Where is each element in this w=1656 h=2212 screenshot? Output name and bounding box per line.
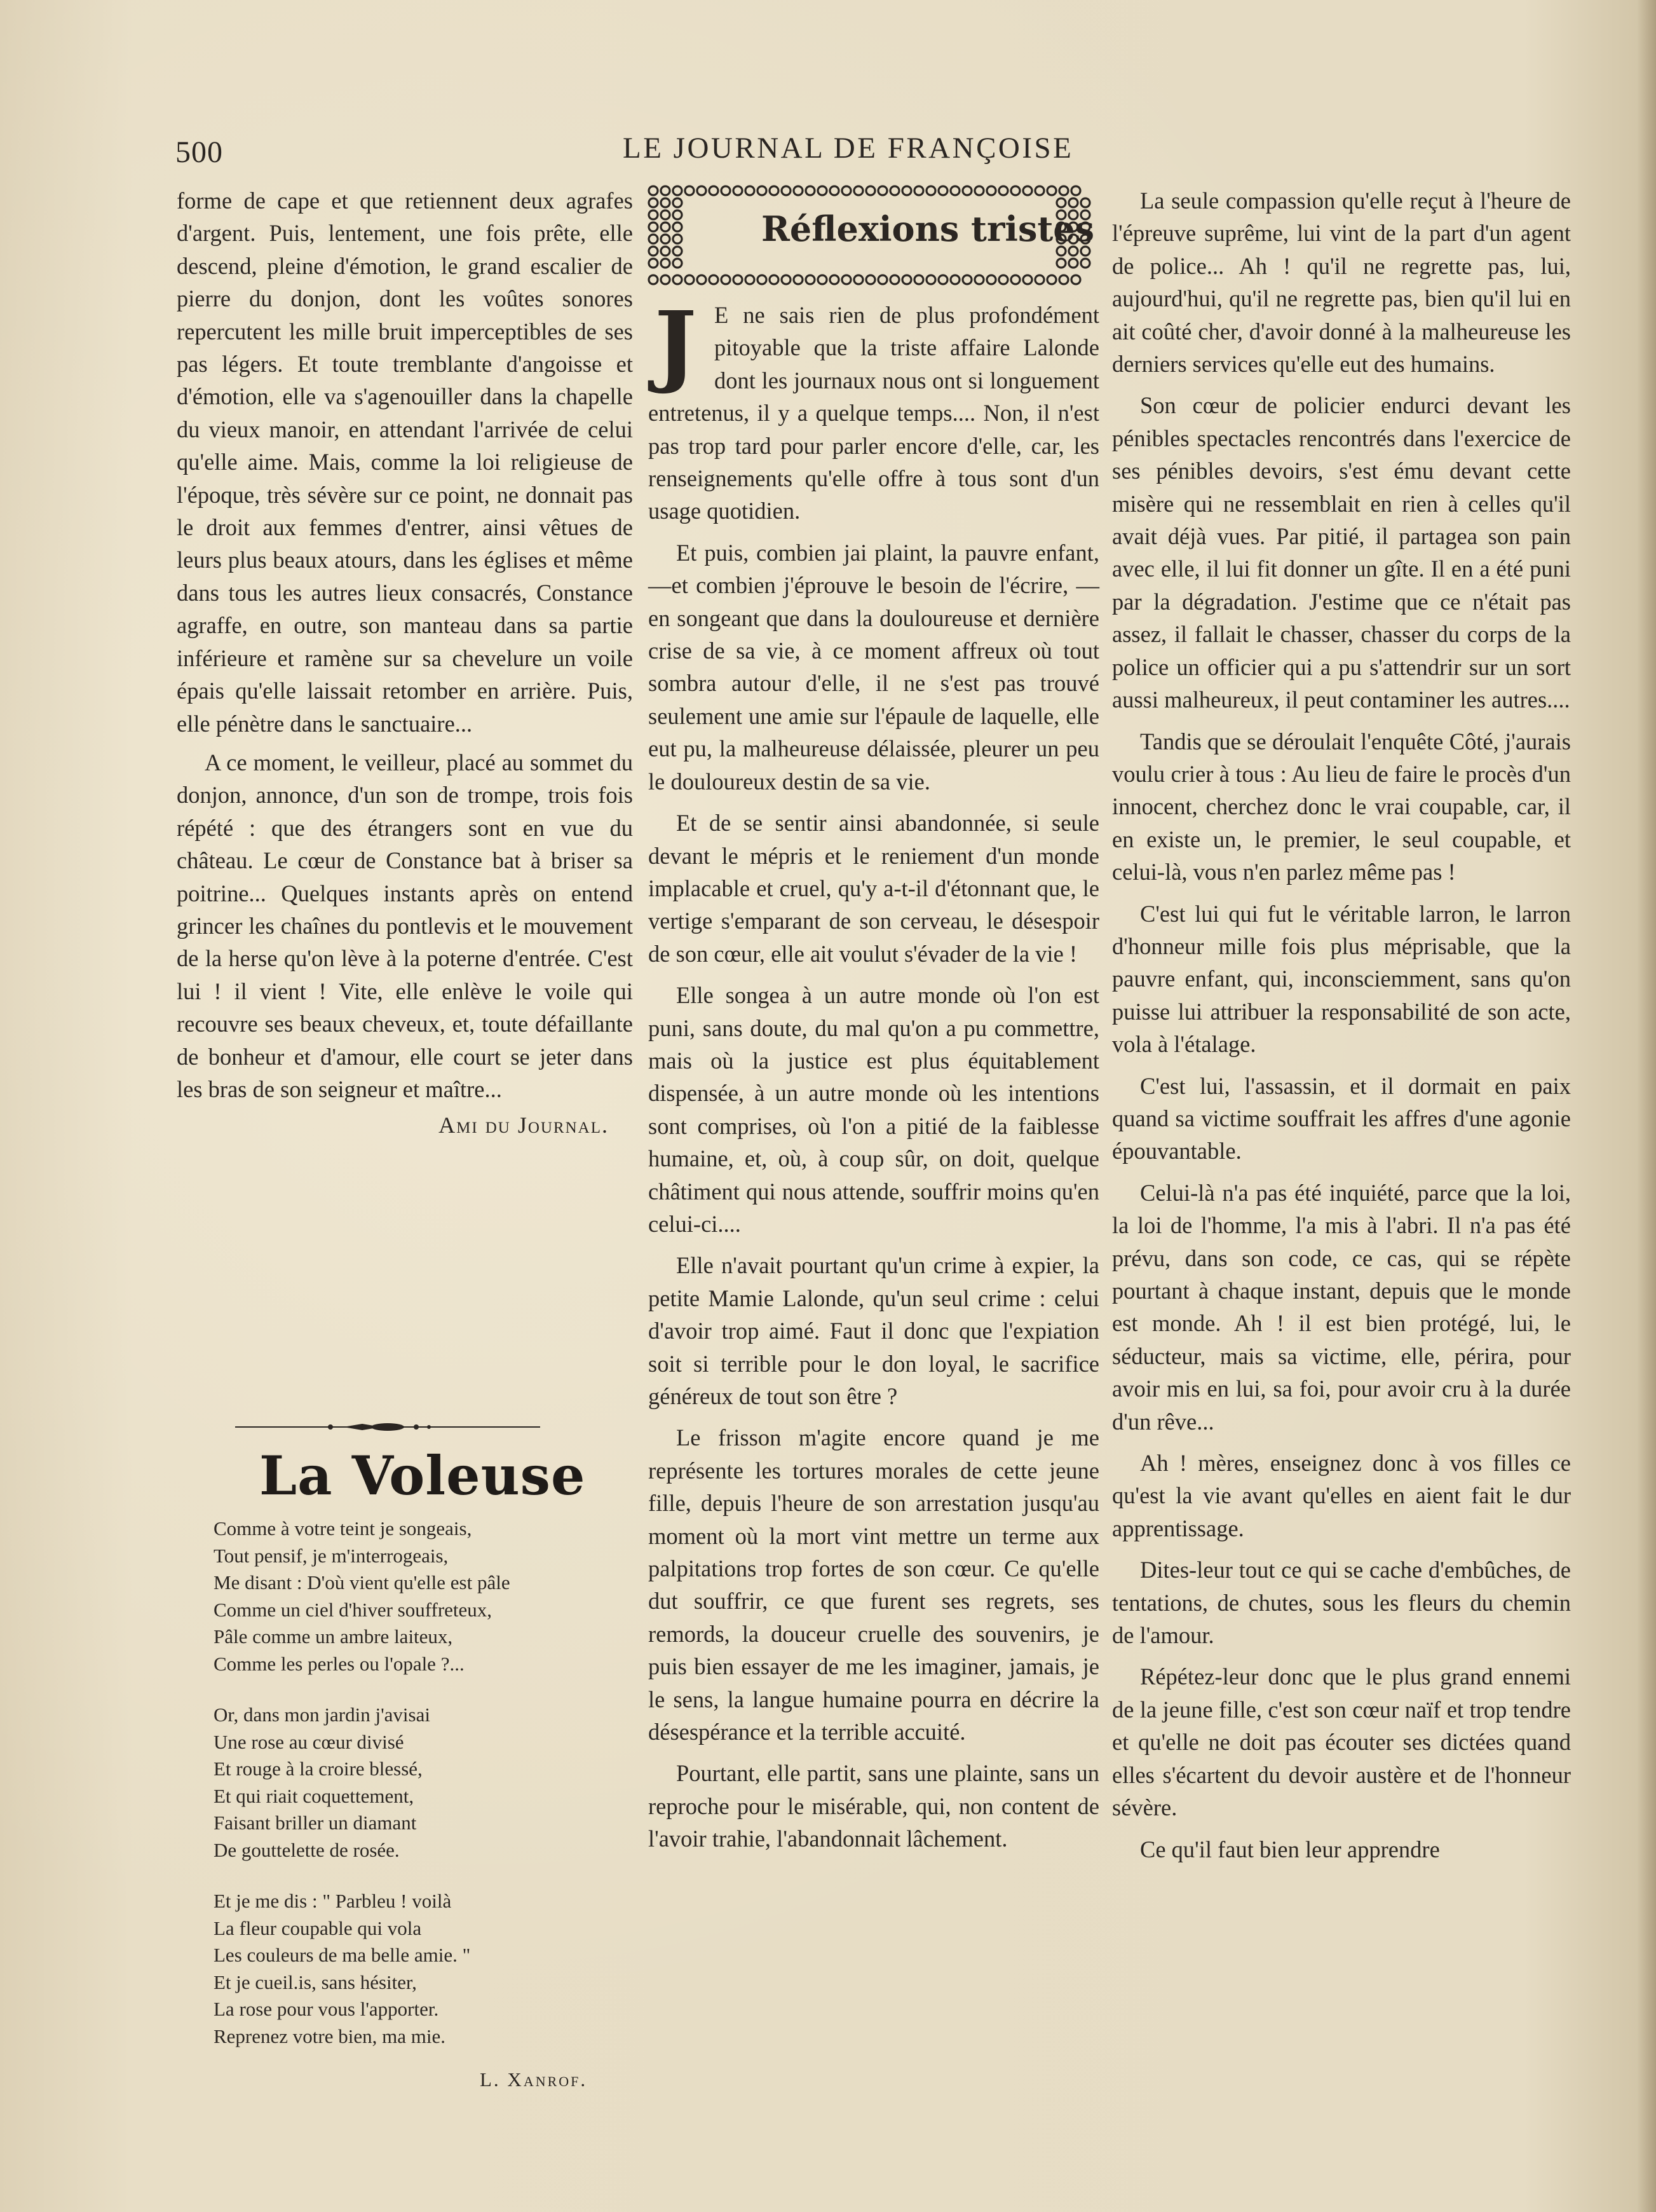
poem-line: Comme un ciel d'hiver souffreteux,	[214, 1598, 492, 1621]
poem	[214, 1515, 607, 2074]
poem-line: Faisant briller un diamant	[214, 1812, 417, 1834]
column3-paragraph: Son cœur de policier endurci devant les pénibles spectacles rencontrés dans l'exercice de ses pénibles devoirs, s'est ému devant cette misère qui ne ressemblait en rien à celles qu'il avait déjà vues. Par pitié, il partagea son pain avec elle, il lui fit donner un gîte. Il en a été puni par la dégradation. J'estime que ce n'était pas assez, il fallait le chasser, chasser du corps de la police un officier qui a pu s'attendrir sur un sort aussi malheureux, il peut contaminer les autres....	[1112, 392, 1571, 713]
drop-cap: J	[655, 292, 697, 397]
column1-paragraph-2: A ce moment, le veilleur, placé au sommet du donjon, annonce, d'un son de trompe, trois fois répété : que des étrangers sont en vue du château. Le cœur de Constance bat à briser sa poitrine... Quelques instants après on entend grincer les chaînes du pontlevis et le mouvement de la herse qu'on lève à la poterne d'entrée. C'est lui ! il vient ! Vite, elle enlève le voile qui recouvre ses beaux cheveux, et, toute défaillante de bonheur et d'amour, elle court se jeter dans les bras de son seigneur et maître...	[177, 749, 633, 1102]
poem-line: De gouttelette de rosée.	[214, 1838, 400, 1861]
column3-paragraph: Dites-leur tout ce qui se cache d'embûches, de tentations, de chutes, sous les fleurs du chemin de l'amour.	[1112, 1557, 1571, 1649]
poem-title: La Voleuse	[259, 1444, 586, 1507]
column1-signature: Ami du Journal.	[438, 1112, 609, 1138]
poem-line: Reprenez votre bien, ma mie.	[214, 2024, 445, 2047]
poem-line: Et je me dis : " Parbleu ! voilà	[214, 1890, 452, 1912]
column3-paragraph: Ce qu'il faut bien leur apprendre	[1140, 1836, 1440, 1862]
page-edge-shadow	[1637, 0, 1656, 2212]
poem-line: Pâle comme un ambre laiteux,	[214, 1625, 453, 1648]
column2-paragraph: Elle songea à un autre monde où l'on est puni, sans doute, du mal qu'on a pu commettre, mais où la justice est plus équitablement dispensée, à un autre monde où les intentions sont comprises, où l'on a pitié de la faiblesse humaine, et, où, à coup sûr, on doit, quelque châtiment qui nous attende, souffrir moins qu'en celui-ci....	[648, 982, 1099, 1237]
poem-line: Et je cueil.is, sans hésiter,	[214, 1970, 417, 1993]
column1-paragraph-1: forme de cape et que retiennent deux agrafes d'argent. Puis, lentement, une fois prête, elle descend, pleine d'émotion, le grand escalier de pierre du donjon, dont les voûtes sonores repercutent les mille bruit imperceptibles de ses pas légers. Et toute tremblante d'angoisse et d'émotion, elle va s'agenouiller dans la chapelle du vieux manoir, en attendant l'arrivée de celui qu'elle aime. Mais, comme la loi religieuse de l'époque, très sévère sur ce point, ne donnait pas le droit aux femmes d'entrer, ainsi vêtues de leurs plus beaux atours, dans les églises et même dans tous les autres lieux consacrés, Constance agraffe, en outre, son manteau dans sa partie inférieure et ramène sur sa chevelure un voile épais qu'elle laissait retomber en arrière. Puis, elle pénètre dans le sanctuaire...	[177, 188, 633, 737]
column3-paragraph: La seule compassion qu'elle reçut à l'heure de l'épreuve suprême, lui vint de la part d'un agent de police... Ah ! qu'il ne regrette pas, lui, aujourd'hui, qu'il ne regrette pas, bien qu'il lui en ait coûté cher, d'avoir donné à la malheureuse les derniers services qu'elle eut des humains.	[1112, 188, 1571, 378]
poem-line: La fleur coupable qui vola	[214, 1916, 422, 1939]
poem-signature: L. Xanrof.	[480, 2068, 588, 2091]
poem-line: Tout pensif, je m'interrogeais,	[214, 1544, 449, 1567]
poem-line: Et rouge à la croire blessé,	[214, 1758, 423, 1780]
column2-paragraph: Le frisson m'agite encore quand je me représente les tortures morales de cette jeune fille, depuis l'heure de son arrestation jusqu'au moment où la mort vint mettre un terme aux palpitations trop fortes de son cœur. Ce qu'elle dut souffrir, ce que furent ses regrets, ses remords, la douceur cruelle des souvenirs, je puis bien essayer de me les imaginer, jamais, je le sens, la langue humaine pourra en décrire la désespérance et la terrible accuité.	[648, 1424, 1099, 1745]
column3-paragraph: Répétez-leur donc que le plus grand ennemi de la jeune fille, c'est son cœur naïf et trop tendre et qu'elle ne doit pas écouter ses dictées quand elles s'écartent du devoir austère et de l'honneur sévère.	[1112, 1663, 1571, 1821]
column3-paragraph: Celui-là n'a pas été inquiété, parce que la loi, la loi de l'homme, l'a mis à l'abri. Il n'a pas été prévu, dans son code, ce cas, qui se répète pourtant à chaque instant, depuis que le monde est monde. Ah ! il est bien protégé, lui, le séducteur, mais sa victime, elle, périra, pour avoir mis en lui, sa foi, pour avoir cru à la durée d'un rêve...	[1112, 1179, 1571, 1435]
poem-line: Me disant : D'où vient qu'elle est pâle	[214, 1571, 510, 1594]
column3-paragraph: Ah ! mères, enseignez donc à vos filles ce qu'est la vie avant qu'elles en aient fait le dur apprentissage.	[1112, 1450, 1571, 1541]
column3-paragraph: C'est lui qui fut le véritable larron, le larron d'honneur mille fois plus méprisable, que la pauvre enfant, qui, inconsciemment, sans qu'on puisse lui attribuer la responsabilité de son acte, vola à l'étalage.	[1112, 900, 1571, 1058]
column-3	[1112, 184, 1571, 1866]
column2-paragraph: Pourtant, elle partit, sans une plainte, sans un reproche pour le misérable, qui, non content de l'avoir trahie, l'abandonnait lâchement.	[648, 1760, 1099, 1852]
article-title-box	[647, 184, 1095, 286]
column3-paragraph: C'est lui, l'assassin, et il dormait en paix quand sa victime souffrait les affres d'une agonie épouvantable.	[1112, 1072, 1571, 1164]
poem-line: Et qui riait coquettement,	[214, 1784, 414, 1807]
running-title: LE JOURNAL DE FRANÇOISE	[623, 132, 1074, 165]
article-first-paragraph: J E ne sais rien de plus profondément pitoyable que la triste affaire Lalonde dont les journaux nous ont si longuement entretenus, il y a quelque temps.... Non, il n'est pas trop tard pour parler encore d'elle, car, les renseignements qu'elle offre à tous sont d'un usage quotidien.	[648, 292, 1099, 524]
column3-paragraph: Tandis que se déroulait l'enquête Côté, j'aurais voulu crier à tous : Au lieu de faire le procès d'un innocent, cherchez donc le vrai coupable, car, il en existe un, le premier, le seul coupable, et celui-là, vous n'en parlez même pas !	[1112, 728, 1571, 885]
poem-line: Les couleurs de ma belle amie. "	[214, 1944, 471, 1966]
column2-paragraph: Et de se sentir ainsi abandonnée, si seule devant le mépris et le reniement d'un monde implacable et cruel, qu'y a-t-il d'étonnant que, le vertige s'emparant de son cerveau, le désespoir de son cœur, elle ait voulut s'évader de la vie !	[648, 810, 1099, 967]
article-title: Réflexions tristes	[761, 208, 1095, 249]
poem-stanza	[214, 1515, 607, 1677]
ornamental-rule	[235, 1417, 540, 1437]
poem-stanza	[214, 1702, 607, 1864]
poem-line: Comme les perles ou l'opale ?...	[214, 1652, 465, 1675]
poem-line: Or, dans mon jardin j'avisai	[214, 1703, 430, 1726]
column2-paragraph: Elle n'avait pourtant qu'un crime à expier, la petite Mamie Lalonde, qu'un seul crime : celui d'avoir trop aimé. Faut il donc que l'expiation soit si terrible pour le don loyal, le sacrifice généreux de tout son être ?	[648, 1252, 1099, 1409]
poem-stanza	[214, 1888, 607, 2050]
page-number: 500	[175, 135, 223, 169]
poem-line: Une rose au cœur divisé	[214, 1730, 404, 1753]
column-2	[648, 292, 1099, 1855]
column-1	[177, 184, 633, 1142]
column2-paragraph: Et puis, combien jai plaint, la pauvre enfant,—et combien j'éprouve le besoin de l'écrire, —en songeant que dans la douloureuse et dernière crise de sa vie, à ce moment affreux où tout sombra autour d'elle, il ne s'est pas trouvé seulement une amie sur l'épaule de laquelle, elle eut pu, la malheureuse délaissée, pleurer un peu le douloureux destin de sa vie.	[648, 539, 1099, 795]
poem-line: Comme à votre teint je songeais,	[214, 1517, 472, 1540]
poem-line: La rose pour vous l'apporter.	[214, 1998, 439, 2020]
